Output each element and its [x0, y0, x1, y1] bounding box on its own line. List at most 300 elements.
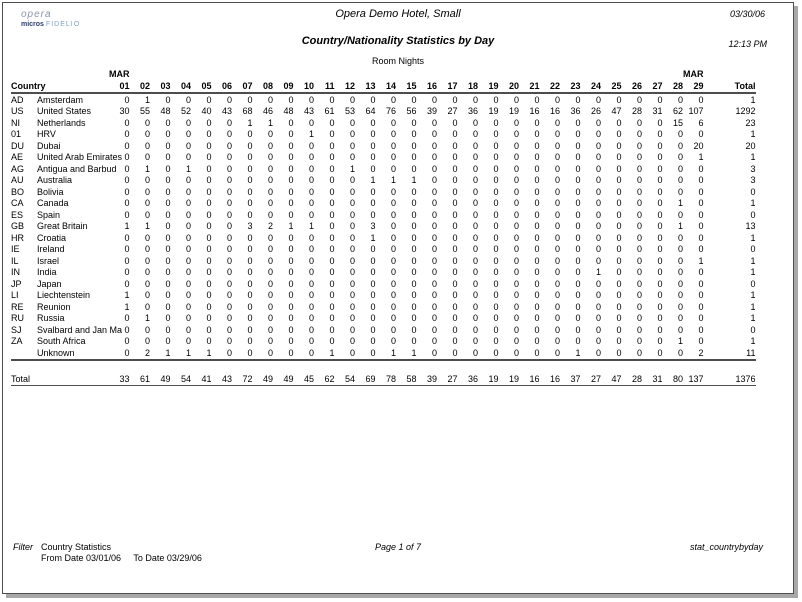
day-value-cell: 62 — [672, 106, 683, 116]
country-row — [11, 278, 756, 290]
day-value-cell: 0 — [247, 267, 253, 277]
filter-label: Filter — [13, 542, 33, 552]
day-value-cell: 0 — [390, 152, 396, 162]
day-value-cell: 0 — [657, 94, 663, 105]
row-total-cell: 0 — [750, 209, 756, 220]
day-value-cell: 0 — [431, 152, 437, 162]
day-value-cell: 52 — [180, 106, 191, 116]
day-total-cell: 78 — [376, 372, 397, 386]
day-value-cell: 0 — [288, 140, 294, 151]
row-total-cell: 3 — [750, 163, 756, 174]
day-value-cell: 0 — [636, 255, 642, 266]
day-value-cell: 0 — [370, 255, 376, 266]
day-value-cell: 0 — [206, 140, 212, 151]
day-value-cell: 0 — [452, 232, 458, 243]
day-column-header: 01 — [109, 80, 130, 93]
day-value-cell: 0 — [616, 186, 622, 197]
month-label-cell — [171, 69, 192, 80]
day-value-cell: 0 — [267, 301, 273, 312]
day-value-cell: 0 — [329, 163, 335, 174]
day-value-cell: 0 — [349, 94, 355, 105]
day-value-cell: 0 — [308, 278, 314, 289]
day-value-cell: 0 — [554, 221, 560, 231]
day-value-cell: 0 — [390, 336, 396, 346]
day-value-cell: 64 — [365, 106, 376, 116]
day-value-cell: 0 — [370, 244, 376, 254]
day-value-cell: 36 — [467, 106, 478, 116]
day-value-cell: 0 — [308, 152, 314, 162]
day-value-cell: 0 — [124, 94, 130, 105]
country-row — [11, 301, 756, 313]
day-value-cell: 43 — [303, 106, 314, 116]
day-value-cell: 0 — [575, 255, 581, 266]
day-value-cell: 0 — [411, 209, 417, 220]
day-value-cell: 1 — [677, 336, 683, 346]
day-value-cell: 0 — [581, 347, 602, 360]
day-value-cell: 0 — [165, 232, 171, 243]
day-value-cell: 0 — [513, 278, 519, 289]
day-value-cell: 0 — [370, 324, 376, 335]
day-value-cell: 0 — [452, 267, 458, 277]
day-value-cell: 0 — [390, 301, 396, 312]
day-value-cell: 1 — [595, 267, 601, 277]
month-label-cell — [130, 69, 151, 80]
day-value-cell: 0 — [411, 244, 417, 254]
country-code-cell: AG — [11, 163, 25, 174]
day-total-cell: 137 — [683, 372, 704, 386]
day-value-cell: 1 — [124, 301, 130, 312]
day-value-cell: 0 — [595, 244, 601, 254]
day-value-cell: 0 — [144, 117, 150, 128]
day-value-cell: 0 — [657, 313, 663, 323]
day-value-cell: 0 — [636, 278, 642, 289]
day-value-cell: 0 — [349, 209, 355, 220]
day-value-cell: 0 — [657, 209, 663, 220]
day-value-cell: 0 — [267, 278, 273, 289]
day-value-cell: 0 — [472, 313, 478, 323]
day-value-cell: 0 — [247, 313, 253, 323]
grand-total-cell: 1376 — [704, 372, 756, 386]
day-value-cell: 0 — [124, 129, 130, 139]
row-total-cell: 11 — [704, 347, 756, 360]
opera-logo-text: opera — [21, 9, 52, 20]
row-total-cell: 1 — [750, 232, 756, 243]
day-value-cell: 0 — [124, 163, 130, 174]
day-value-cell: 0 — [595, 278, 601, 289]
day-value-cell: 0 — [390, 140, 396, 151]
day-value-cell: 0 — [698, 336, 704, 346]
day-value-cell: 0 — [452, 313, 458, 323]
day-value-cell: 0 — [493, 186, 499, 197]
day-value-cell: 0 — [165, 336, 171, 346]
day-value-cell: 0 — [636, 117, 642, 128]
day-value-cell: 0 — [329, 175, 335, 185]
day-value-cell: 0 — [308, 163, 314, 174]
day-value-cell: 0 — [411, 163, 417, 174]
day-value-cell: 0 — [636, 175, 642, 185]
day-column-header: 22 — [540, 80, 561, 93]
day-value-cell: 0 — [124, 232, 130, 243]
day-value-cell: 0 — [554, 94, 560, 105]
day-value-cell: 0 — [267, 129, 273, 139]
day-value-cell: 0 — [595, 255, 601, 266]
month-label-cell — [150, 69, 171, 80]
day-value-cell: 0 — [513, 244, 519, 254]
day-value-cell: 48 — [160, 106, 171, 116]
day-value-cell: 0 — [349, 140, 355, 151]
day-value-cell: 0 — [267, 209, 273, 220]
day-value-cell: 0 — [288, 186, 294, 197]
day-value-cell: 0 — [226, 313, 232, 323]
day-value-cell: 0 — [513, 221, 519, 231]
country-name-cell: Bolivia — [37, 186, 64, 197]
day-value-cell: 0 — [144, 336, 150, 346]
day-value-cell: 0 — [329, 140, 335, 151]
day-value-cell: 0 — [616, 198, 622, 208]
day-value-cell: 0 — [370, 336, 376, 346]
day-value-cell: 0 — [124, 198, 130, 208]
day-value-cell: 1 — [698, 152, 704, 162]
day-value-cell: 0 — [554, 209, 560, 220]
day-value-cell: 0 — [698, 301, 704, 312]
day-value-cell: 0 — [493, 313, 499, 323]
report-title: Country/Nationality Statistics by Day — [301, 35, 495, 47]
day-value-cell: 0 — [247, 278, 253, 289]
day-value-cell: 0 — [575, 313, 581, 323]
row-total-cell: 1 — [750, 290, 756, 300]
day-value-cell: 0 — [411, 198, 417, 208]
day-value-cell: 0 — [663, 347, 684, 360]
day-value-cell: 0 — [452, 278, 458, 289]
header-spacer — [11, 69, 37, 80]
day-value-cell: 0 — [554, 140, 560, 151]
country-code-cell: BO — [11, 186, 25, 197]
row-total-cell: 0 — [750, 244, 756, 254]
day-value-cell: 0 — [534, 255, 540, 266]
month-label-cell — [294, 69, 315, 80]
day-value-cell: 0 — [616, 117, 622, 128]
day-value-cell: 0 — [431, 255, 437, 266]
day-value-cell: 0 — [226, 186, 232, 197]
day-value-cell: 0 — [616, 290, 622, 300]
day-value-cell: 0 — [575, 140, 581, 151]
day-value-cell: 0 — [575, 186, 581, 197]
month-label-cell — [191, 69, 212, 80]
day-value-cell: 0 — [698, 198, 704, 208]
day-value-cell: 0 — [226, 129, 232, 139]
day-value-cell: 0 — [411, 278, 417, 289]
page-number: Page 1 of 7 — [374, 542, 422, 552]
day-value-cell: 0 — [534, 267, 540, 277]
day-value-cell: 0 — [657, 290, 663, 300]
day-total-cell: 28 — [622, 372, 643, 386]
day-total-cell: 27 — [581, 372, 602, 386]
day-value-cell: 0 — [267, 163, 273, 174]
day-total-cell: 43 — [212, 372, 233, 386]
day-value-cell: 0 — [534, 313, 540, 323]
day-value-cell: 0 — [124, 152, 130, 162]
month-label-cell — [499, 69, 520, 80]
day-value-cell: 0 — [636, 232, 642, 243]
day-value-cell: 0 — [513, 301, 519, 312]
report-subtitle: Room Nights — [371, 56, 425, 66]
country-code-cell: GB — [11, 221, 25, 231]
day-value-cell: 0 — [349, 313, 355, 323]
month-label-cell — [314, 69, 335, 80]
day-value-cell: 0 — [616, 336, 622, 346]
day-total-cell: 16 — [540, 372, 561, 386]
day-value-cell: 0 — [677, 209, 683, 220]
country-name-cell: Dubai — [37, 140, 61, 151]
day-value-cell: 0 — [513, 198, 519, 208]
day-value-cell: 1 — [124, 221, 130, 231]
day-value-cell: 0 — [657, 175, 663, 185]
day-value-cell: 1 — [144, 221, 150, 231]
day-value-cell: 0 — [554, 232, 560, 243]
day-value-cell: 0 — [267, 267, 273, 277]
day-value-cell: 0 — [232, 347, 253, 360]
day-value-cell: 0 — [636, 209, 642, 220]
day-value-cell: 0 — [534, 209, 540, 220]
day-value-cell: 1 — [191, 347, 212, 360]
day-value-cell: 0 — [513, 129, 519, 139]
day-value-cell: 0 — [206, 336, 212, 346]
day-value-cell: 0 — [308, 324, 314, 335]
country-name-cell: Great Britain — [37, 221, 88, 231]
day-value-cell: 0 — [554, 313, 560, 323]
month-label-cell — [540, 69, 561, 80]
day-total-cell: 69 — [355, 372, 376, 386]
day-value-cell: 0 — [206, 232, 212, 243]
day-value-cell: 0 — [349, 175, 355, 185]
day-value-cell: 0 — [657, 301, 663, 312]
totals-row — [11, 372, 756, 386]
day-value-cell: 0 — [595, 336, 601, 346]
day-value-cell: 0 — [349, 324, 355, 335]
day-value-cell: 0 — [431, 244, 437, 254]
row-total-cell: 3 — [750, 175, 756, 185]
day-value-cell: 0 — [677, 175, 683, 185]
day-value-cell: 0 — [411, 129, 417, 139]
day-value-cell: 0 — [288, 129, 294, 139]
day-value-cell: 0 — [575, 301, 581, 312]
row-total-cell: 0 — [750, 186, 756, 197]
fidelio-logo-text: FIDELIO — [45, 21, 81, 28]
country-row — [11, 290, 756, 302]
day-value-cell: 0 — [206, 94, 212, 105]
day-value-cell: 0 — [411, 255, 417, 266]
day-value-cell: 0 — [226, 198, 232, 208]
day-value-cell: 0 — [329, 221, 335, 231]
day-value-cell: 0 — [144, 209, 150, 220]
day-value-cell: 0 — [554, 290, 560, 300]
filter-name: Country Statistics — [41, 542, 112, 552]
day-value-cell: 0 — [431, 163, 437, 174]
month-label-cell — [663, 69, 684, 80]
day-value-cell: 0 — [226, 232, 232, 243]
country-code-cell: CA — [11, 198, 24, 208]
day-value-cell: 0 — [595, 221, 601, 231]
day-value-cell: 0 — [513, 324, 519, 335]
day-total-cell: 62 — [314, 372, 335, 386]
country-code-cell: 01 — [11, 129, 22, 139]
day-value-cell: 1 — [370, 232, 376, 243]
day-value-cell: 0 — [206, 163, 212, 174]
day-value-cell: 0 — [493, 290, 499, 300]
day-value-cell: 0 — [390, 324, 396, 335]
day-value-cell: 0 — [595, 324, 601, 335]
day-value-cell: 0 — [698, 232, 704, 243]
day-value-cell: 0 — [493, 301, 499, 312]
day-value-cell: 0 — [452, 301, 458, 312]
day-value-cell: 0 — [513, 163, 519, 174]
day-total-cell: 58 — [396, 372, 417, 386]
day-value-cell: 0 — [370, 163, 376, 174]
day-value-cell: 2 — [130, 347, 151, 360]
day-column-header: 19 — [478, 80, 499, 93]
row-total-cell: 1 — [750, 152, 756, 162]
day-value-cell: 0 — [226, 94, 232, 105]
day-value-cell: 0 — [657, 198, 663, 208]
row-total-cell: 0 — [750, 324, 756, 335]
day-value-cell: 0 — [575, 198, 581, 208]
day-value-cell: 0 — [575, 175, 581, 185]
day-value-cell: 0 — [185, 209, 191, 220]
country-name-cell: Canada — [37, 198, 69, 208]
day-value-cell: 0 — [636, 94, 642, 105]
day-value-cell: 0 — [616, 313, 622, 323]
day-value-cell: 0 — [636, 301, 642, 312]
day-value-cell: 16 — [549, 106, 560, 116]
day-value-cell: 0 — [622, 347, 643, 360]
day-value-cell: 0 — [329, 94, 335, 105]
day-value-cell: 0 — [472, 198, 478, 208]
day-value-cell: 0 — [329, 129, 335, 139]
day-value-cell: 0 — [411, 301, 417, 312]
day-value-cell: 0 — [417, 347, 438, 360]
day-value-cell: 0 — [226, 301, 232, 312]
country-row — [11, 117, 756, 129]
day-value-cell: 0 — [144, 301, 150, 312]
day-value-cell: 0 — [165, 163, 171, 174]
day-value-cell: 0 — [294, 347, 315, 360]
day-value-cell: 0 — [636, 163, 642, 174]
day-value-cell: 0 — [493, 336, 499, 346]
day-value-cell: 0 — [657, 267, 663, 277]
row-total-cell: 23 — [745, 117, 756, 128]
month-label-cell — [458, 69, 479, 80]
day-value-cell: 0 — [226, 152, 232, 162]
day-value-cell: 0 — [267, 140, 273, 151]
day-value-cell: 0 — [478, 347, 499, 360]
day-value-cell: 0 — [411, 336, 417, 346]
row-total-cell: 1292 — [735, 106, 756, 116]
day-value-cell: 0 — [493, 267, 499, 277]
day-total-cell: 49 — [150, 372, 171, 386]
day-value-cell: 2 — [267, 221, 273, 231]
day-value-cell: 0 — [288, 209, 294, 220]
country-row — [11, 186, 756, 198]
day-value-cell: 0 — [165, 209, 171, 220]
day-value-cell: 1 — [349, 163, 355, 174]
day-value-cell: 0 — [636, 244, 642, 254]
day-value-cell: 0 — [109, 347, 130, 360]
day-value-cell: 19 — [488, 106, 499, 116]
day-value-cell: 0 — [308, 255, 314, 266]
day-value-cell: 0 — [329, 301, 335, 312]
day-value-cell: 0 — [452, 94, 458, 105]
day-value-cell: 0 — [411, 313, 417, 323]
day-value-cell: 0 — [534, 94, 540, 105]
country-row — [11, 255, 756, 267]
day-column-header: 05 — [191, 80, 212, 93]
day-value-cell: 1 — [247, 117, 253, 128]
day-value-cell: 0 — [452, 163, 458, 174]
day-value-cell: 0 — [144, 198, 150, 208]
day-value-cell: 0 — [472, 232, 478, 243]
day-value-cell: 0 — [165, 186, 171, 197]
day-value-cell: 0 — [698, 163, 704, 174]
day-value-cell: 0 — [698, 221, 704, 231]
day-value-cell: 0 — [534, 117, 540, 128]
day-value-cell: 0 — [698, 94, 704, 105]
day-value-cell: 0 — [575, 163, 581, 174]
day-value-cell: 0 — [226, 175, 232, 185]
day-value-cell: 0 — [534, 244, 540, 254]
day-value-cell: 0 — [575, 221, 581, 231]
day-value-cell: 0 — [308, 198, 314, 208]
day-value-cell: 1 — [560, 347, 581, 360]
day-value-cell: 0 — [144, 175, 150, 185]
day-value-cell: 0 — [534, 198, 540, 208]
row-total-cell: 1 — [750, 198, 756, 208]
day-value-cell: 0 — [185, 198, 191, 208]
day-value-cell: 0 — [288, 94, 294, 105]
day-value-cell: 55 — [139, 106, 150, 116]
month-label-cell — [642, 69, 663, 80]
country-row — [11, 347, 756, 360]
day-value-cell: 0 — [472, 163, 478, 174]
day-value-cell: 0 — [595, 140, 601, 151]
month-label-cell — [212, 69, 233, 80]
day-value-cell: 0 — [165, 198, 171, 208]
day-value-cell: 0 — [616, 175, 622, 185]
day-value-cell: 0 — [431, 301, 437, 312]
day-value-cell: 0 — [616, 152, 622, 162]
day-value-cell: 0 — [636, 221, 642, 231]
day-value-cell: 0 — [642, 347, 663, 360]
statistics-table — [11, 69, 756, 386]
day-value-cell: 0 — [144, 244, 150, 254]
day-value-cell: 0 — [452, 117, 458, 128]
country-code-cell: AE — [11, 152, 24, 162]
day-value-cell: 0 — [185, 186, 191, 197]
report-page — [2, 2, 794, 594]
day-value-cell: 0 — [472, 221, 478, 231]
day-value-cell: 0 — [472, 140, 478, 151]
day-value-cell: 0 — [370, 267, 376, 277]
day-value-cell: 0 — [206, 301, 212, 312]
day-value-cell: 0 — [124, 244, 130, 254]
day-value-cell: 0 — [308, 186, 314, 197]
day-value-cell: 0 — [677, 324, 683, 335]
country-row — [11, 244, 756, 256]
day-value-cell: 0 — [472, 186, 478, 197]
day-value-cell: 0 — [458, 347, 479, 360]
day-value-cell: 0 — [411, 117, 417, 128]
day-value-cell: 0 — [616, 278, 622, 289]
day-value-cell: 0 — [185, 313, 191, 323]
